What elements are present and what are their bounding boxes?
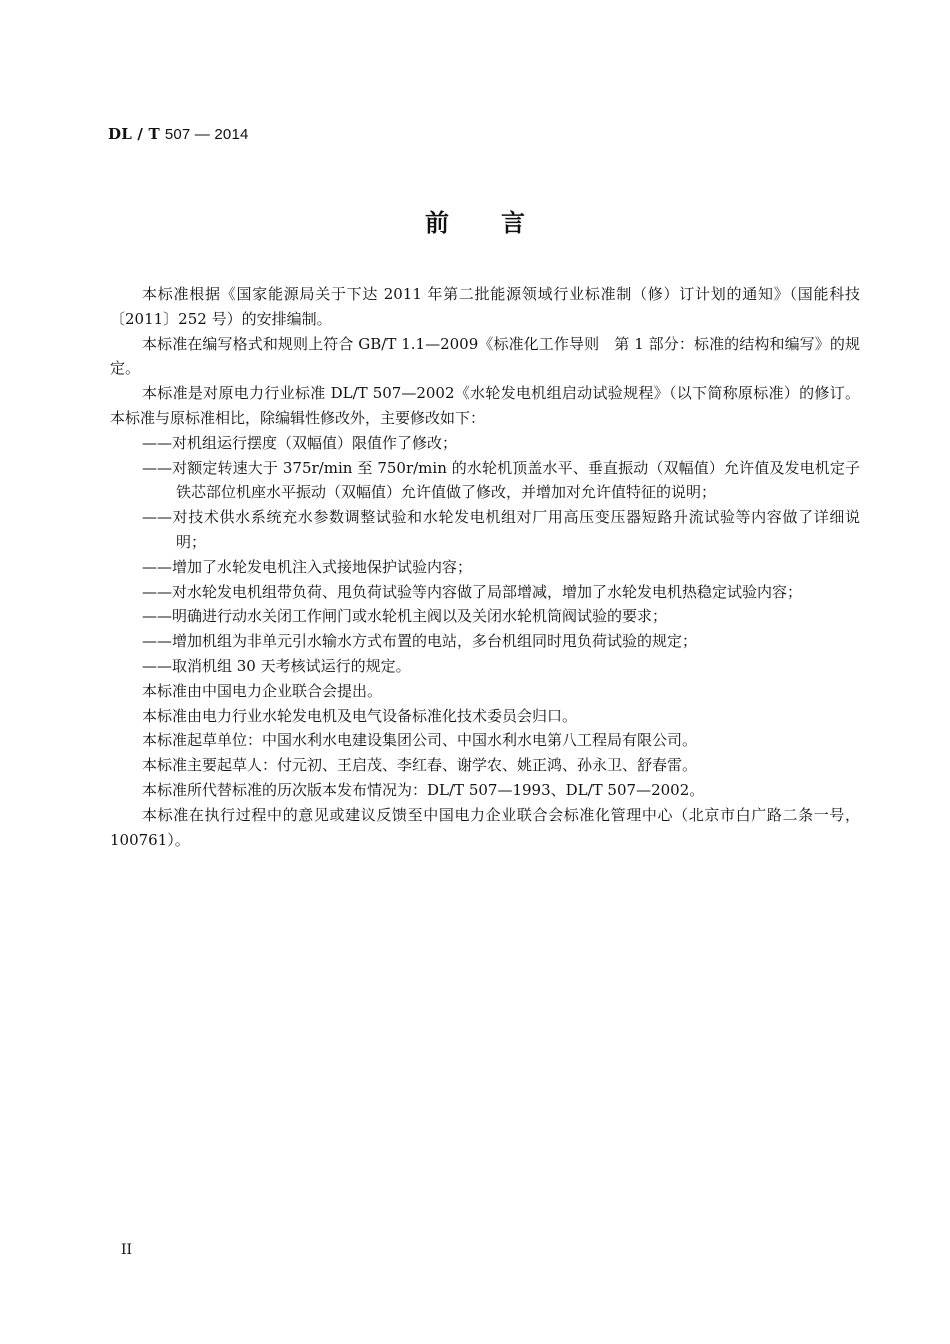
- list-item: ——对技术供水系统充水参数调整试验和水轮发电机组对厂用高压变压器短路升流试验等内容做了详细说明；: [142, 508, 860, 551]
- standard-year: 507 — 2014: [164, 126, 249, 143]
- paragraph-basis: 本标准根据《国家能源局关于下达 2011 年第二批能源领域行业标准制（修）订计划的通知》（国能科技〔2011〕252 号）的安排编制。: [110, 285, 860, 328]
- standard-code: DL / T: [108, 125, 160, 143]
- page-number: II: [121, 1242, 133, 1258]
- paragraph-drafters: 本标准主要起草人：付元初、王启茂、李红春、谢学农、姚正鸿、孙永卫、舒春雷。: [142, 756, 698, 775]
- list-item: ——对水轮发电机组带负荷、甩负荷试验等内容做了局部增减，增加了水轮发电机热稳定试验内容；: [142, 582, 803, 601]
- page-title: 前言: [425, 209, 577, 237]
- list-item: ——对额定转速大于 375r/min 至 750r/min 的水轮机顶盖水平、垂直振动（双幅值）允许值及发电机定子铁芯部位机座水平振动（双幅值）允许值做了修改，并增加对允许值特征的说明；: [142, 458, 860, 502]
- foreword-body: [110, 282, 860, 852]
- paragraph-feedback: 本标准在执行过程中的意见或建议反馈至中国电力企业联合会标准化管理中心（北京市白广路二条一号，100761）。: [110, 805, 860, 849]
- list-item: ——取消机组 30 天考核试运行的规定。: [142, 656, 411, 675]
- paragraph-history: 本标准所代替标准的历次版本发布情况为：DL/T 507—1993、DL/T 507—2002。: [142, 780, 705, 799]
- list-item: ——增加机组为非单元引水输水方式布置的电站，多台机组同时甩负荷试验的规定；: [142, 632, 698, 651]
- standard-number: [108, 125, 249, 143]
- paragraph-format: 本标准在编写格式和规则上符合 GB/T 1.1—2009《标准化工作导则 第 1 部分：标准的结构和编写》的规定。: [110, 334, 860, 378]
- paragraph-proposer: 本标准由中国电力企业联合会提出。: [142, 681, 383, 700]
- list-item: ——增加了水轮发电机注入式接地保护试验内容；: [142, 557, 473, 576]
- list-item: ——明确进行动水关闭工作闸门或水轮机主阀以及关闭水轮机筒阀试验的要求；: [142, 607, 668, 626]
- list-item: ——对机组运行摆度（双幅值）限值作了修改；: [142, 433, 458, 452]
- paragraph-revision: 本标准是对原电力行业标准 DL/T 507—2002《水轮发电机组启动试验规程》（以下简称原标准）的修订。本标准与原标准相比，除编辑性修改外，主要修改如下：: [110, 384, 860, 427]
- paragraph-drafting-units: 本标准起草单位：中国水利水电建设集团公司、中国水利水电第八工程局有限公司。: [142, 731, 698, 750]
- paragraph-committee: 本标准由电力行业水轮发电机及电气设备标准化技术委员会归口。: [142, 706, 578, 725]
